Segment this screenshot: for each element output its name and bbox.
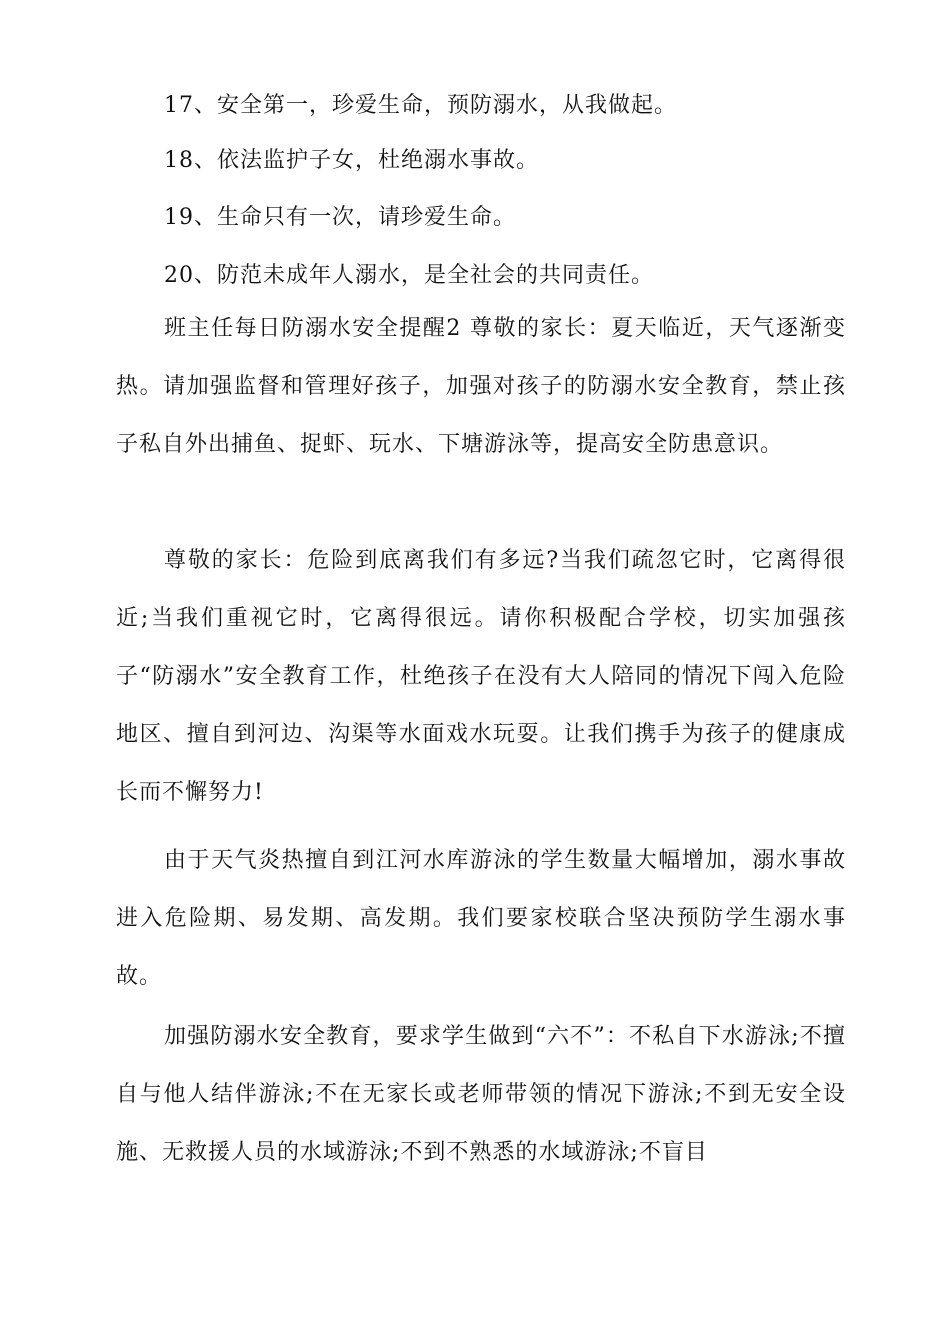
list-item-17: 17、安全第一，珍爱生命，预防溺水，从我做起。 <box>164 93 677 118</box>
paragraph-teacher-reminder: 班主任每日防溺水安全提醒2 尊敬的家长：夏天临近，天气逐渐变热。请加强监督和管理好孩子，加强对孩子的防溺水安全教育，禁止孩子私自外出捕鱼、捉虾、玩水、下塘游泳等，提高安全防患意识。 <box>116 316 846 457</box>
list-item-20: 20、防范未成年人溺水，是全社会的共同责任。 <box>164 263 654 288</box>
list-item-18: 18、依法监护子女，杜绝溺水事故。 <box>164 148 539 173</box>
paragraph-hot-weather: 由于天气炎热擅自到江河水库游泳的学生数量大幅增加，溺水事故进入危险期、易发期、高发期。我们要家校联合坚决预防学生溺水事故。 <box>116 848 846 989</box>
list-item-19: 19、生命只有一次，请珍爱生命。 <box>164 205 516 230</box>
paragraph-dear-parents: 尊敬的家长：危险到底离我们有多远?当我们疏忽它时，它离得很近;当我们重视它时，它离得很远。请你积极配合学校，切实加强孩子“防溺水”安全教育工作，杜绝孩子在没有大人陪同的情况下闯入危险地区、擅自到河边、沟渠等水面戏水玩耍。让我们携手为孩子的健康成长而不懈努力! <box>116 548 846 805</box>
paragraph-six-nos: 加强防溺水安全教育，要求学生做到“六不”：不私自下水游泳;不擅自与他人结伴游泳;不在无家长或老师带领的情况下游泳;不到无安全设施、无救援人员的水域游泳;不到不熟悉的水域游泳;不盲目 <box>116 1024 846 1165</box>
